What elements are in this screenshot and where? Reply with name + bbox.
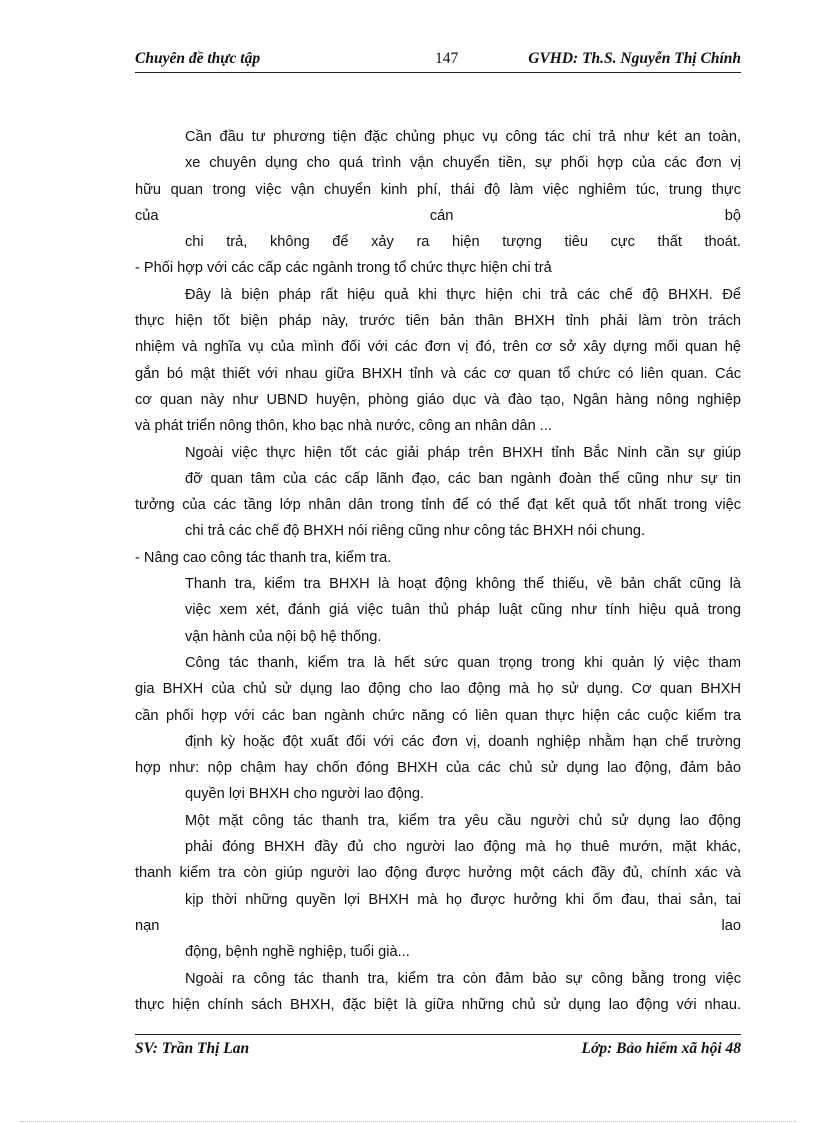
text-line: xe chuyên dụng cho quá trình vận chuyển tiền, sự phối hợp của các đơn vị bbox=[185, 155, 741, 172]
text-line: gắn bó mật thiết với nhau giữa BHXH tỉnh và các cơ quan tổ chức có liên quan. Các bbox=[135, 365, 741, 382]
text-line: phải đóng BHXH đầy đủ cho người lao động mà họ thuê mướn, mặt khác, bbox=[185, 839, 741, 856]
text-line: hợp như: nộp chậm hay chốn đóng BHXH của các chủ sử dụng lao động, đảm bảo bbox=[135, 760, 741, 777]
text-line: việc xem xét, đánh giá việc tuân thủ pháp luật cũng như tính hiệu quả trong bbox=[185, 602, 741, 619]
text-line: vận hành của nội bộ hệ thống. bbox=[185, 628, 382, 645]
text-word: lao bbox=[721, 917, 741, 934]
text-line: và phát triển nông thôn, kho bạc nhà nước, công an nhân dân ... bbox=[135, 418, 552, 435]
page-edge-divider bbox=[20, 1121, 796, 1122]
text-line: - Phối hợp với các cấp các ngành trong tổ chức thực hiện chi trả bbox=[135, 260, 552, 277]
text-line: cơ quan này như UBND huyện, phòng giáo dục và đào tạo, Ngân hàng nông nghiệp bbox=[135, 391, 741, 408]
text-line: quyền lợi BHXH cho người lao động. bbox=[185, 786, 425, 803]
text-line: hữu quan trong việc vận chuyển kinh phí, thái độ làm việc nghiêm túc, trung thực bbox=[135, 181, 741, 198]
document-body bbox=[135, 124, 741, 1018]
text-word: nạn bbox=[135, 917, 160, 934]
page-footer bbox=[135, 1034, 741, 1057]
text-word: bộ bbox=[724, 207, 741, 224]
page-number: 147 bbox=[435, 50, 459, 67]
text-line: kịp thời những quyền lợi BHXH mà họ được hưởng khi ốm đau, thai sản, tai bbox=[185, 891, 741, 908]
header-supervisor: GVHD: Th.S. Nguyễn Thị Chính bbox=[528, 50, 741, 67]
text-line: đỡ quan tâm của các cấp lãnh đạo, các ban ngành đoàn thể cũng như sự tin bbox=[185, 470, 741, 487]
text-line bbox=[135, 203, 741, 229]
text-line: nhiệm và nghĩa vụ của mình đối với các đơn vị đó, trên cơ sở xây dựng mối quan hệ bbox=[135, 339, 741, 356]
footer-class: Lớp: Bảo hiểm xã hội 48 bbox=[581, 1040, 741, 1057]
text-line bbox=[135, 913, 741, 939]
header-title: Chuyên đề thực tập bbox=[135, 50, 261, 67]
text-line: chi trả các chế độ BHXH nói riêng cũng như công tác BHXH nói chung. bbox=[185, 523, 645, 540]
text-line: Công tác thanh, kiểm tra là hết sức quan trọng trong khi quản lý việc tham bbox=[185, 654, 741, 671]
text-word: của bbox=[135, 207, 159, 224]
text-line: gia BHXH của chủ sử dụng lao động cho lao động mà họ sử dụng. Cơ quan BHXH bbox=[135, 681, 741, 698]
text-line: cần phối hợp với các ban ngành chức năng có liên quan thực hiện các cuộc kiểm tra bbox=[135, 707, 741, 724]
text-line: Một mặt công tác thanh tra, kiểm tra yêu cầu người chủ sử dụng lao động bbox=[185, 812, 741, 829]
text-line: Cần đầu tư phương tiện đặc chủng phục vụ công tác chi trả như két an toàn, bbox=[185, 129, 741, 145]
text-line: Ngoài việc thực hiện tốt các giải pháp trên BHXH tỉnh Bắc Ninh cần sự giúp bbox=[185, 444, 741, 461]
text-line: Thanh tra, kiểm tra BHXH là hoạt động không thể thiếu, về bản chất cũng là bbox=[185, 576, 741, 593]
text-line: động, bệnh nghề nghiệp, tuổi già... bbox=[185, 944, 410, 961]
text-line: Ngoài ra công tác thanh tra, kiểm tra còn đảm bảo sự công bằng trong việc bbox=[185, 970, 741, 987]
text-line: - Nâng cao công tác thanh tra, kiểm tra. bbox=[135, 549, 392, 566]
text-line: thực hiện chính sách BHXH, đặc biệt là giữa những chủ sử dụng lao động với nhau. bbox=[135, 996, 741, 1013]
text-word: cán bbox=[429, 207, 454, 224]
text-line: thực hiện tốt biện pháp này, trước tiên bản thân BHXH tỉnh phải làm tròn trách bbox=[135, 313, 741, 330]
footer-student: SV: Trần Thị Lan bbox=[135, 1040, 250, 1057]
text-line: chi trả, không để xảy ra hiện tượng tiêu cực thất thoát. bbox=[185, 234, 741, 251]
text-line: thanh kiểm tra còn giúp người lao động được hưởng một cách đầy đủ, chính xác và bbox=[135, 865, 741, 882]
text-line: định kỳ hoặc đột xuất đối với các đơn vị, doanh nghiệp nhằm hạn chế trường bbox=[185, 733, 741, 750]
text-line: tưởng của các tầng lớp nhân dân trong tỉnh để có thể đạt kết quả tốt nhất trong việc bbox=[135, 497, 741, 514]
text-line: Đây là biện pháp rất hiệu quả khi thực hiện chi trả các chế độ BHXH. Để bbox=[185, 286, 741, 303]
page-header bbox=[135, 46, 741, 73]
